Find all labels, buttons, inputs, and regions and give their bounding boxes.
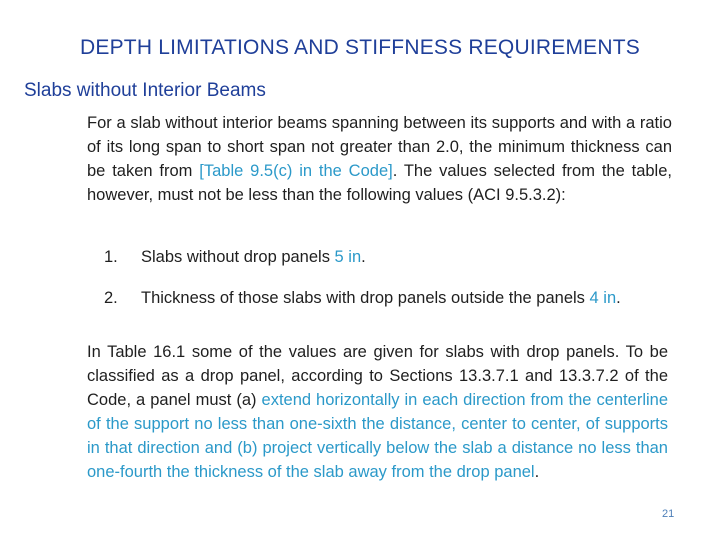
section-subtitle: Slabs without Interior Beams [24,80,266,101]
intro-paragraph [87,111,672,207]
list-item-value: 5 in [334,248,362,266]
intro-text-start: For a slab without interior beams spanning between its supports and with a ratio of its long span to short span not greater than 2.0, the minimum thickness can be taken from [87,114,672,180]
intro-text-end: . The values selected from the table, however, must not be less than the following values (ACI 9.5.3.2): [87,162,672,204]
list-item [104,286,621,310]
drop-panel-text-end: . [534,463,540,481]
list-item-text: Slabs without drop panels [141,248,335,266]
list-item-suffix: . [361,248,366,266]
list-item-value: 4 in [589,289,617,307]
list-item-suffix: . [616,289,621,307]
slide-title: DEPTH LIMITATIONS AND STIFFNESS REQUIREMENTS [80,36,640,59]
list-item-text: Thickness of those slabs with drop panels outside the panels [141,289,590,307]
page-number: 21 [662,508,675,520]
list-item-number: 2. [104,289,118,307]
list-item [104,245,366,269]
table-reference-link: [Table 9.5(c) in the Code] [199,162,393,180]
drop-panel-paragraph [87,340,668,484]
drop-panel-text-start: In Table 16.1 some of the values are given for slabs with drop panels. To be classified as a drop panel, according to Sections 13.3.7.1 and 13.3.7.2 of the Code, a panel must (a) [87,343,668,409]
list-item-number: 1. [104,248,118,266]
drop-panel-definition: extend horizontally in each direction from the centerline of the support no less than one-sixth the distance, center to center, of supports in that direction and (b) project vertically below the slab a distance no less than one-fourth the thickness of the slab away from the drop panel [87,391,668,481]
